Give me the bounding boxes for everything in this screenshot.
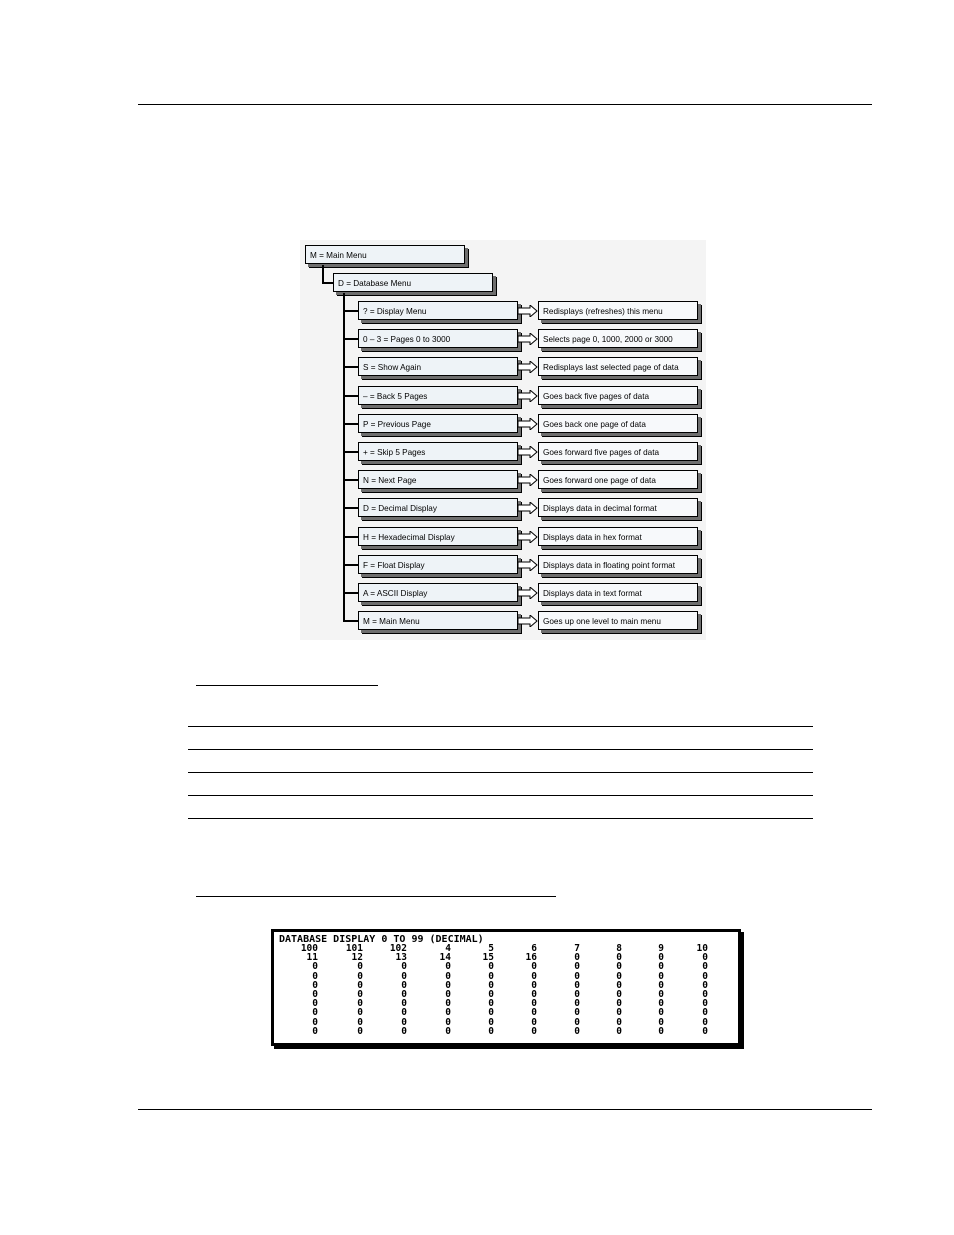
menu-description-box: Goes back five pages of data	[538, 386, 698, 405]
terminal-value: 0	[445, 1025, 451, 1037]
terminal-value: 0	[616, 1016, 622, 1028]
terminal-value: 0	[357, 970, 363, 982]
terminal-value: 0	[616, 1007, 622, 1019]
terminal-value: 0	[658, 1016, 664, 1028]
terminal-value: 101	[345, 943, 363, 954]
terminal-value: 0	[531, 989, 537, 1000]
footer-rule	[138, 1109, 872, 1110]
menu-key-box: P = Previous Page	[358, 414, 518, 433]
terminal-value: 0	[574, 979, 580, 991]
terminal-value: 0	[702, 998, 708, 1010]
terminal-value: 0	[445, 970, 451, 982]
terminal-value: 14	[439, 952, 451, 964]
table-rule	[188, 818, 813, 819]
arrow-right-icon	[518, 361, 538, 373]
section-heading-underline	[196, 896, 556, 897]
menu-key-box: M = Main Menu	[358, 611, 518, 630]
branch-line	[343, 592, 359, 594]
terminal-value: 0	[658, 961, 664, 973]
terminal-value: 0	[312, 979, 318, 991]
terminal-value: 0	[445, 1016, 451, 1028]
terminal-value: 0	[357, 961, 363, 973]
main-menu-box: M = Main Menu	[305, 245, 465, 264]
table-rule	[188, 726, 813, 727]
terminal-value: 0	[401, 979, 407, 991]
menu-key-box: 0 – 3 = Pages 0 to 3000	[358, 329, 518, 348]
terminal-value: 0	[702, 970, 708, 982]
terminal-value: 0	[574, 970, 580, 982]
menu-description-box: Goes forward one page of data	[538, 470, 698, 489]
terminal-value: 10	[696, 943, 708, 954]
table-rule	[188, 772, 813, 773]
terminal-value: 0	[488, 989, 494, 1000]
terminal-value: 0	[312, 961, 318, 973]
arrow-right-icon	[518, 446, 538, 458]
terminal-value: 0	[445, 979, 451, 991]
terminal-value: 0	[574, 1016, 580, 1028]
terminal-value: 0	[531, 1007, 537, 1019]
terminal-value: 0	[488, 998, 494, 1010]
branch-line	[343, 536, 359, 538]
menu-key-box: A = ASCII Display	[358, 583, 518, 602]
arrow-right-icon	[518, 418, 538, 430]
terminal-value: 0	[312, 1007, 318, 1019]
terminal-value: 0	[488, 1025, 494, 1037]
terminal-value: 0	[616, 979, 622, 991]
menu-description-box: Displays data in floating point format	[538, 555, 698, 574]
trunk-line	[343, 293, 345, 620]
terminal-value: 0	[702, 1007, 708, 1019]
terminal-value: 0	[357, 1025, 363, 1037]
terminal-value: 0	[488, 1016, 494, 1028]
menu-key-box: F = Float Display	[358, 555, 518, 574]
terminal-value: 0	[401, 970, 407, 982]
terminal-value: 12	[351, 952, 363, 964]
branch-line	[343, 507, 359, 509]
terminal-value: 0	[658, 1007, 664, 1019]
terminal-value: 102	[389, 943, 407, 954]
terminal-value: 0	[616, 998, 622, 1010]
terminal-value: 0	[658, 1025, 664, 1037]
menu-description-box: Goes up one level to main menu	[538, 611, 698, 630]
arrow-right-icon	[518, 390, 538, 402]
terminal-title: DATABASE DISPLAY 0 TO 99 (DECIMAL)	[279, 934, 484, 945]
database-display-terminal	[271, 929, 741, 1046]
terminal-value: 0	[702, 952, 708, 964]
branch-line	[343, 479, 359, 481]
terminal-value: 0	[488, 1007, 494, 1019]
branch-line	[343, 310, 359, 312]
menu-key-box: S = Show Again	[358, 357, 518, 376]
terminal-value: 0	[357, 1007, 363, 1019]
terminal-value: 0	[357, 998, 363, 1010]
terminal-value: 0	[312, 1025, 318, 1037]
terminal-value: 0	[357, 1016, 363, 1028]
arrow-right-icon	[518, 587, 538, 599]
menu-key-box: N = Next Page	[358, 470, 518, 489]
terminal-value: 0	[312, 998, 318, 1010]
section-heading-underline	[196, 685, 378, 686]
terminal-value: 0	[702, 989, 708, 1000]
terminal-value: 0	[357, 979, 363, 991]
branch-line	[343, 366, 359, 368]
terminal-value: 0	[574, 961, 580, 973]
menu-description-box: Selects page 0, 1000, 2000 or 3000	[538, 329, 698, 348]
terminal-value: 9	[658, 943, 664, 954]
terminal-value: 0	[357, 989, 363, 1000]
terminal-value: 0	[488, 979, 494, 991]
terminal-value: 0	[531, 1025, 537, 1037]
terminal-value: 7	[574, 943, 580, 954]
terminal-value: 11	[306, 952, 318, 964]
terminal-value: 0	[531, 970, 537, 982]
terminal-value: 0	[658, 979, 664, 991]
terminal-value: 0	[531, 979, 537, 991]
terminal-value: 15	[482, 952, 494, 964]
terminal-value: 0	[445, 961, 451, 973]
arrow-right-icon	[518, 502, 538, 514]
branch-line	[343, 451, 359, 453]
table-rule	[188, 749, 813, 750]
terminal-value: 0	[312, 970, 318, 982]
terminal-value: 0	[574, 1007, 580, 1019]
terminal-value: 100	[300, 943, 318, 954]
menu-description-box: Goes back one page of data	[538, 414, 698, 433]
menu-key-box: – = Back 5 Pages	[358, 386, 518, 405]
arrow-right-icon	[518, 559, 538, 571]
terminal-value: 5	[488, 943, 494, 954]
terminal-value: 0	[401, 1025, 407, 1037]
branch-line	[343, 620, 359, 622]
terminal-value: 0	[616, 970, 622, 982]
branch-line	[343, 395, 359, 397]
terminal-value: 4	[445, 943, 451, 954]
terminal-value: 0	[616, 1025, 622, 1037]
arrow-right-icon	[518, 333, 538, 345]
terminal-value: 8	[616, 943, 622, 954]
terminal-value: 0	[616, 989, 622, 1000]
terminal-value: 0	[445, 989, 451, 1000]
arrow-right-icon	[518, 531, 538, 543]
menu-description-box: Redisplays last selected page of data	[538, 357, 698, 376]
terminal-value: 0	[574, 998, 580, 1010]
terminal-value: 16	[525, 952, 537, 964]
terminal-value: 0	[401, 1016, 407, 1028]
branch-line	[343, 423, 359, 425]
menu-description-box: Goes forward five pages of data	[538, 442, 698, 461]
menu-description-box: Redisplays (refreshes) this menu	[538, 301, 698, 320]
table-rule	[188, 795, 813, 796]
terminal-value: 0	[616, 952, 622, 964]
arrow-right-icon	[518, 305, 538, 317]
terminal-value: 0	[401, 998, 407, 1010]
terminal-value: 0	[702, 979, 708, 991]
terminal-value: 0	[312, 989, 318, 1000]
terminal-value: 13	[395, 952, 407, 964]
terminal-value: 0	[574, 952, 580, 964]
terminal-value: 0	[531, 961, 537, 973]
menu-key-box: H = Hexadecimal Display	[358, 527, 518, 546]
terminal-value: 0	[658, 998, 664, 1010]
menu-description-box: Displays data in hex format	[538, 527, 698, 546]
menu-key-box: ? = Display Menu	[358, 301, 518, 320]
terminal-value: 0	[658, 989, 664, 1000]
terminal-value: 0	[658, 970, 664, 982]
terminal-value: 0	[445, 1007, 451, 1019]
terminal-value: 0	[401, 989, 407, 1000]
terminal-value: 0	[702, 1016, 708, 1028]
menu-key-box: + = Skip 5 Pages	[358, 442, 518, 461]
arrow-right-icon	[518, 615, 538, 627]
terminal-value: 0	[312, 1016, 318, 1028]
terminal-value: 0	[574, 989, 580, 1000]
terminal-value: 0	[445, 998, 451, 1010]
menu-key-box: D = Decimal Display	[358, 498, 518, 517]
terminal-value: 0	[702, 1025, 708, 1037]
terminal-value: 6	[531, 943, 537, 954]
branch-line	[343, 564, 359, 566]
terminal-value: 0	[531, 1016, 537, 1028]
terminal-value: 0	[401, 1007, 407, 1019]
menu-description-box: Displays data in text format	[538, 583, 698, 602]
database-menu-diagram	[300, 240, 706, 640]
terminal-value: 0	[531, 998, 537, 1010]
terminal-value: 0	[616, 961, 622, 973]
branch-line	[343, 338, 359, 340]
terminal-value: 0	[488, 961, 494, 973]
terminal-value: 0	[488, 970, 494, 982]
database-menu-box: D = Database Menu	[333, 273, 493, 292]
menu-description-box: Displays data in decimal format	[538, 498, 698, 517]
header-rule	[138, 104, 872, 105]
terminal-value: 0	[574, 1025, 580, 1037]
arrow-right-icon	[518, 474, 538, 486]
terminal-value: 0	[658, 952, 664, 964]
terminal-value: 0	[702, 961, 708, 973]
terminal-value: 0	[401, 961, 407, 973]
